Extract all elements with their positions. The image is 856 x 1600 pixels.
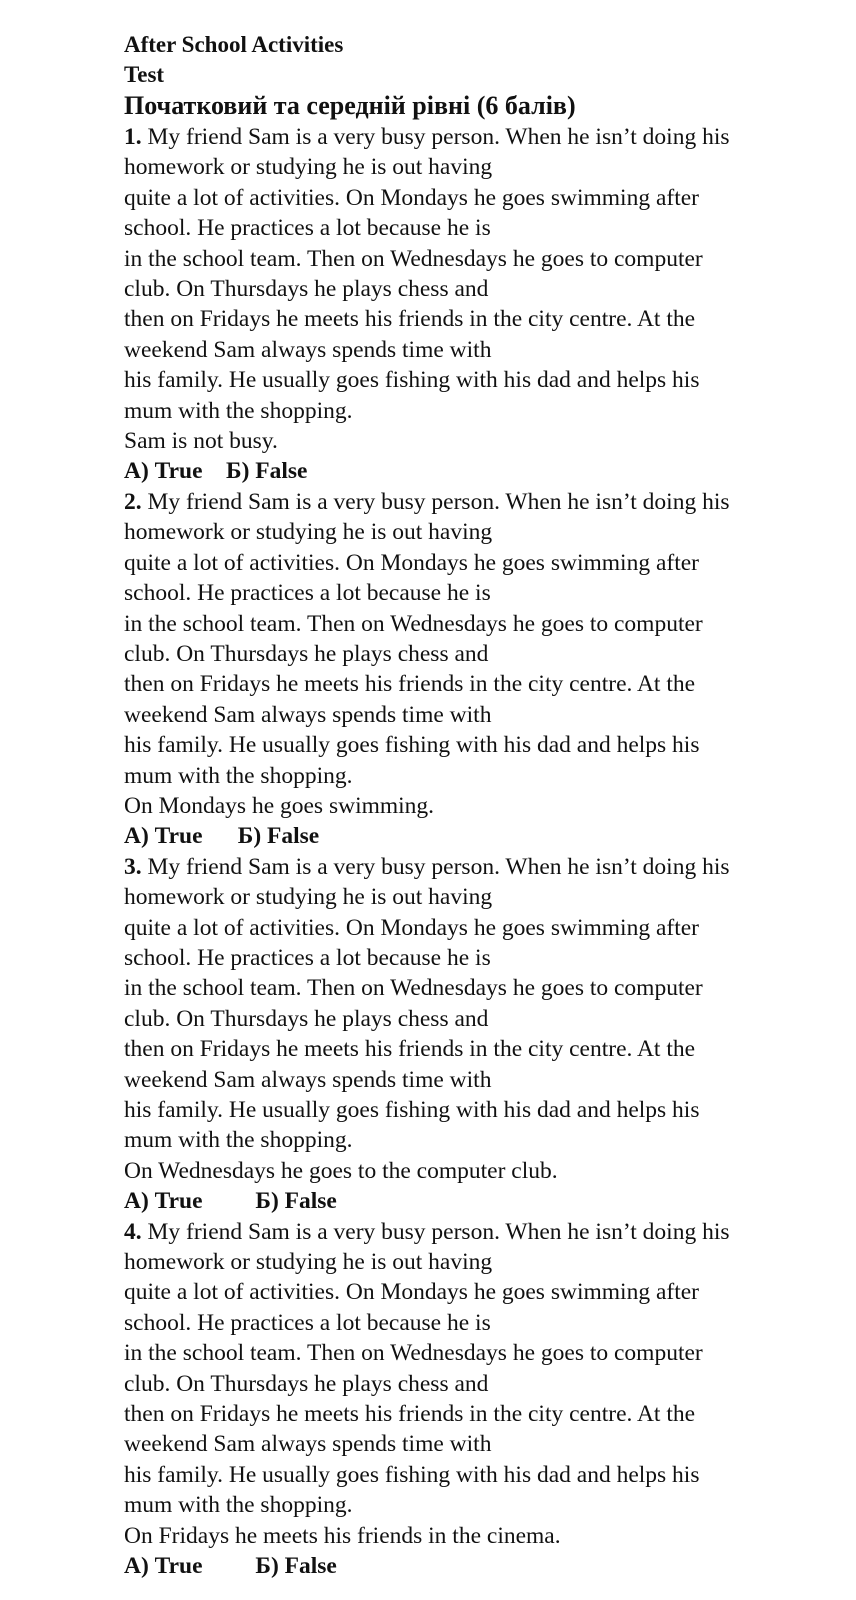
- passage-line: then on Fridays he meets his friends in the city centre. At the: [124, 671, 696, 698]
- question-text: My friend Sam is a very busy person. When he isn’t doing his: [141, 1218, 730, 1245]
- passage-line: in the school team. Then on Wednesdays he goes to computer: [124, 1340, 703, 1367]
- passage-line: homework or studying he is out having: [124, 519, 493, 546]
- passage-line: his family. He usually goes fishing with his dad and helps his: [124, 732, 700, 759]
- passage-line: weekend Sam always spends time with: [124, 1431, 492, 1458]
- passage-line: in the school team. Then on Wednesdays he goes to computer: [124, 975, 703, 1002]
- level-heading: Початковий та середній рівні (6 балів): [124, 91, 576, 120]
- document-subtitle: Test: [124, 62, 165, 87]
- passage-line: school. He practices a lot because he is: [124, 580, 491, 607]
- answer-options: А) True Б) False: [124, 823, 320, 850]
- passage-line: his family. He usually goes fishing with his dad and helps his: [124, 1461, 700, 1488]
- question-number: 2.: [124, 488, 142, 515]
- passage-line: homework or studying he is out having: [124, 1249, 493, 1276]
- passage-line: mum with the shopping.: [124, 762, 353, 789]
- passage-line: school. He practices a lot because he is: [124, 944, 491, 971]
- passage-line: his family. He usually goes fishing with his dad and helps his: [124, 1097, 700, 1123]
- passage-line: weekend Sam always spends time with: [124, 701, 492, 728]
- passage-line: weekend Sam always spends time with: [124, 336, 492, 363]
- question-text: My friend Sam is a very busy person. When he isn’t doing his: [141, 124, 730, 150]
- passage-line: then on Fridays he meets his friends in the city centre. At the: [124, 306, 696, 333]
- passage-line: club. On Thursdays he plays chess and: [124, 1370, 489, 1397]
- question-number: 1.: [124, 124, 142, 150]
- passage-line: school. He practices a lot because he is: [124, 1309, 491, 1336]
- passage-line: quite a lot of activities. On Mondays he goes swimming after: [124, 1279, 699, 1306]
- question-number: 3.: [124, 853, 142, 880]
- question-statement: On Mondays he goes swimming.: [124, 792, 435, 819]
- question-4: [124, 1217, 844, 1582]
- passage-line: then on Fridays he meets his friends in the city centre. At the: [124, 1401, 696, 1428]
- question-2: [124, 487, 844, 852]
- document-page: [124, 30, 844, 1582]
- passage-line: quite a lot of activities. On Mondays he goes swimming after: [124, 184, 699, 211]
- passage-line: then on Fridays he meets his friends in the city centre. At the: [124, 1036, 696, 1063]
- passage-line: in the school team. Then on Wednesdays he goes to computer: [124, 610, 703, 637]
- passage-line: homework or studying he is out having: [124, 154, 493, 181]
- question-first-line: [124, 487, 844, 517]
- passage-line: club. On Thursdays he plays chess and: [124, 276, 489, 303]
- question-statement: Sam is not busy.: [124, 428, 278, 455]
- passage-line: weekend Sam always spends time with: [124, 1066, 492, 1093]
- question-3: [124, 852, 844, 1217]
- passage-line: mum with the shopping.: [124, 397, 353, 424]
- passage-line: quite a lot of activities. On Mondays he goes swimming after: [124, 549, 699, 576]
- answer-options: А) True Б) False: [124, 1188, 337, 1215]
- question-first-line: [124, 122, 844, 152]
- question-text: My friend Sam is a very busy person. When he isn’t doing his: [141, 488, 730, 515]
- passage-line: club. On Thursdays he plays chess and: [124, 640, 489, 667]
- passage-line: mum with the shopping.: [124, 1127, 353, 1154]
- passage-line: school. He practices a lot because he is: [124, 215, 491, 242]
- document-title: After School Activities: [124, 32, 344, 57]
- passage-line: homework or studying he is out having: [124, 884, 493, 911]
- question-number: 4.: [124, 1218, 142, 1245]
- passage-line: mum with the shopping.: [124, 1492, 353, 1519]
- passage-line: quite a lot of activities. On Mondays he goes swimming after: [124, 914, 699, 941]
- passage-line: his family. He usually goes fishing with his dad and helps his: [124, 367, 700, 394]
- question-1: [124, 122, 844, 487]
- question-first-line: [124, 852, 844, 882]
- question-first-line: [124, 1217, 844, 1247]
- question-statement: On Wednesdays he goes to the computer club.: [124, 1157, 558, 1184]
- answer-options: А) True Б) False: [124, 1553, 337, 1580]
- passage-line: club. On Thursdays he plays chess and: [124, 1005, 489, 1032]
- question-statement: On Fridays he meets his friends in the cinema.: [124, 1522, 561, 1549]
- question-text: My friend Sam is a very busy person. When he isn’t doing his: [141, 853, 730, 880]
- answer-options: А) True Б) False: [124, 458, 308, 485]
- passage-line: in the school team. Then on Wednesdays he goes to computer: [124, 245, 703, 272]
